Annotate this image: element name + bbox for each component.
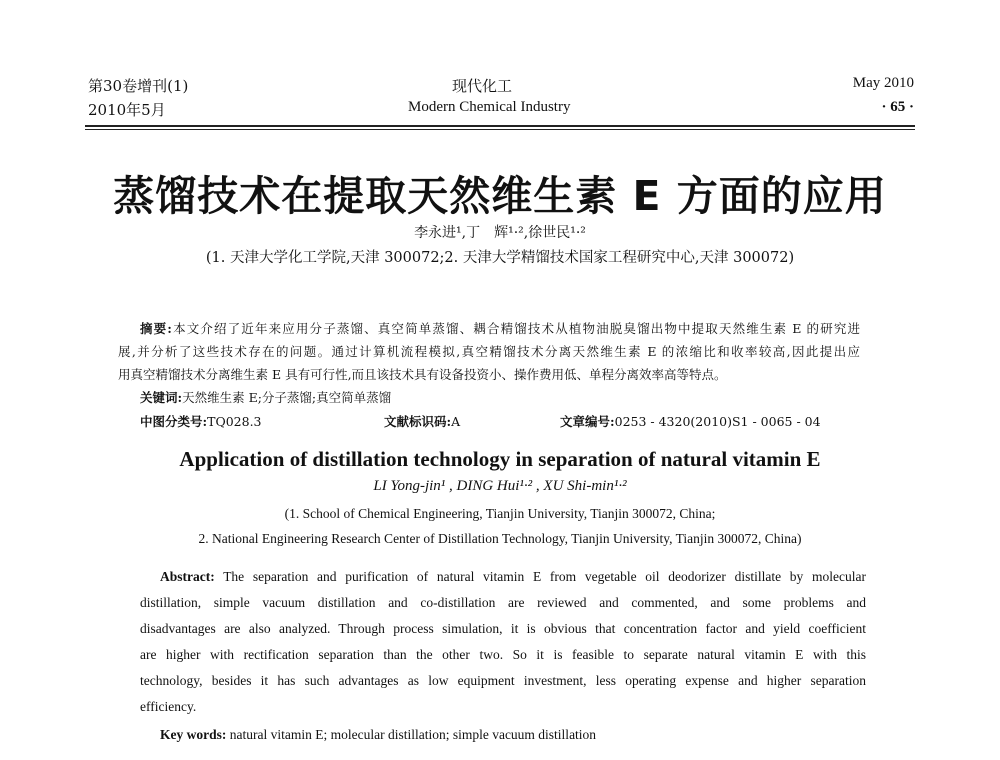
paper-title: 蒸馏技术在提取天然维生素 E 方面的应用 bbox=[113, 172, 887, 220]
keywords-cn-label: 关键词: bbox=[140, 390, 183, 405]
affiliation-en-1: (1. School of Chemical Engineering, Tianjin University, Tianjin 300072, China; bbox=[284, 506, 716, 521]
affiliation-en-2: 2. National Engineering Research Center of Distillation Technology, Tianjin University, Tianjin 300072, China) bbox=[198, 531, 802, 546]
authors-en: LI Yong-jin¹ , DING Hui¹·² , XU Shi-min¹·² bbox=[373, 478, 627, 494]
article-number-value: 0253 - 4320(2010)S1 - 0065 - 04 bbox=[614, 414, 821, 429]
date-cn: 2010年5月 bbox=[88, 101, 166, 119]
date-en: May 2010 bbox=[852, 75, 914, 91]
clc-number bbox=[140, 412, 262, 430]
journal-name-en: Modern Chemical Industry bbox=[408, 99, 571, 115]
affiliation-cn: (1. 天津大学化工学院,天津 300072;2. 天津大学精馏技术国家工程研究中心,天津 300072) bbox=[205, 250, 795, 266]
article-number-label: 文章编号: bbox=[560, 414, 615, 429]
abstract-cn-text: 本文介绍了近年来应用分子蒸馏、真空简单蒸馏、耦合精馏技术从植物油脱臭馏出物中提取天然维生素 E 的研究进 bbox=[171, 321, 860, 336]
abstract-cn-line bbox=[140, 319, 860, 337]
keywords-cn bbox=[140, 388, 391, 406]
abstract-en-line: distillation, simple vacuum distillation and co-distillation are reviewed and commented, and some problems and bbox=[140, 595, 866, 610]
clc-label: 中图分类号: bbox=[140, 414, 208, 429]
keywords-en bbox=[160, 727, 596, 743]
doc-code-label: 文献标识码: bbox=[384, 414, 452, 429]
abstract-en-line: technology, besides it has such advantages as low equipment investment, less operating expense and higher separation bbox=[140, 673, 866, 688]
article-number bbox=[560, 412, 821, 430]
keywords-en-text: natural vitamin E; molecular distillation; simple vacuum distillation bbox=[229, 727, 597, 742]
abstract-en-line bbox=[160, 569, 866, 585]
doc-code-value: A bbox=[451, 414, 461, 429]
keywords-en-label: Key words: bbox=[160, 727, 227, 742]
clc-value: TQ028.3 bbox=[207, 414, 262, 429]
abstract-en-line: efficiency. bbox=[140, 699, 197, 714]
abstract-cn-line: 用真空精馏技术分离维生素 E 具有可行性,而且该技术具有设备投资小、操作费用低、单程分离效率高等特点。 bbox=[118, 367, 727, 382]
authors-cn: 李永进¹,丁 辉¹·²,徐世民¹·² bbox=[414, 225, 586, 241]
header-rule bbox=[85, 125, 915, 127]
page-number: · 65 · bbox=[881, 99, 914, 115]
abstract-en-line: are higher with rectification separation than the other two. So it is feasible to separate natural vitamin E with this bbox=[140, 647, 866, 662]
abstract-en-line: disadvantages are also analyzed. Through process simulation, it is obvious that concentration factor and yield coefficient bbox=[140, 621, 866, 636]
header-rule-thin bbox=[85, 129, 915, 130]
journal-name-cn: 现代化工 bbox=[452, 77, 513, 95]
title-en: Application of distillation technology in separation of natural vitamin E bbox=[179, 447, 821, 471]
doc-code bbox=[384, 412, 460, 430]
volume-info: 第30卷增刊(1) bbox=[88, 77, 189, 95]
keywords-cn-text: 天然维生素 E;分子蒸馏;真空简单蒸馏 bbox=[182, 390, 392, 405]
abstract-cn-label: 摘要: bbox=[140, 321, 172, 336]
abstract-en-label: Abstract: bbox=[160, 569, 215, 584]
abstract-en-text: The separation and purification of natural vitamin E from vegetable oil deodorizer distillate by molecular bbox=[223, 569, 866, 584]
abstract-cn-line: 展,并分析了这些技术存在的问题。通过计算机流程模拟,真空精馏技术分离天然维生素 E 的浓缩比和收率较高,因此提出应 bbox=[118, 344, 860, 359]
